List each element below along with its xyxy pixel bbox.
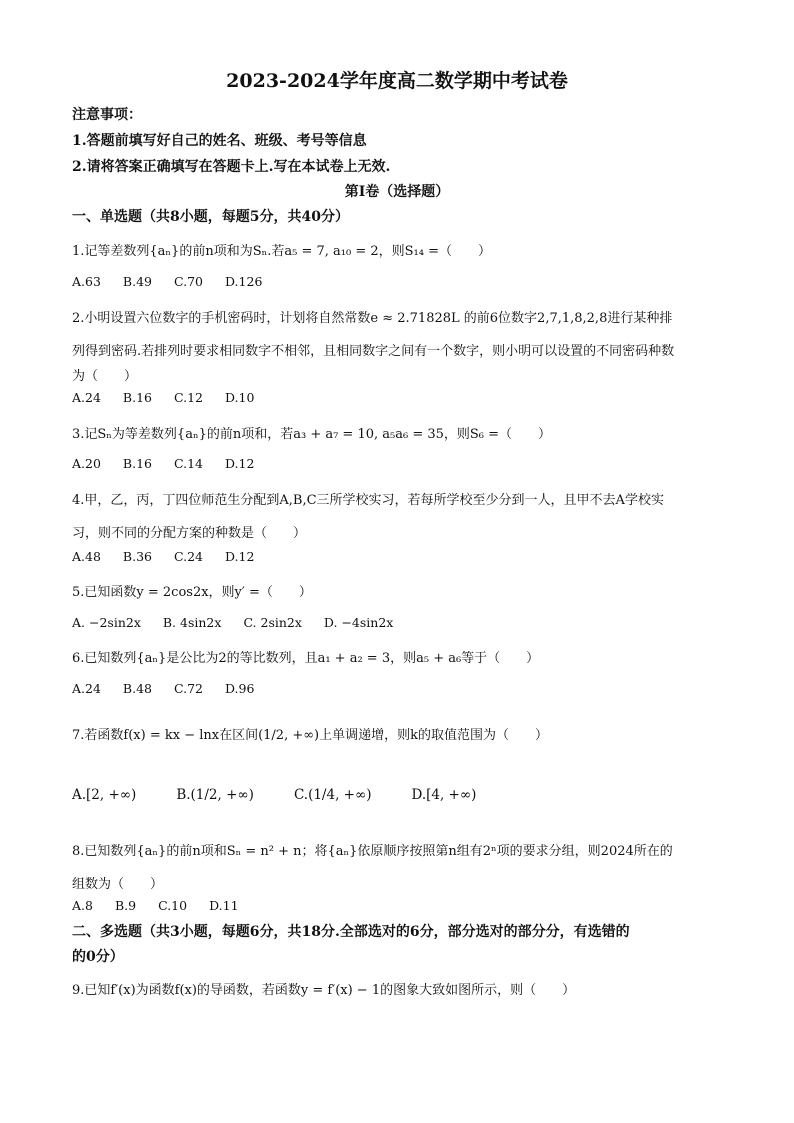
question-1: 1.记等差数列{aₙ}的前n项和为Sₙ.若a₅ = 7, a₁₀ = 2，则S₁₄ =（ ） <box>72 244 491 259</box>
option-b[interactable]: B.48 <box>122 681 152 696</box>
option-d[interactable]: D.96 <box>224 681 255 696</box>
note-item-1: 1.答题前填写好自己的姓名、班级、考号等信息 <box>72 133 367 149</box>
question-7-options <box>72 787 498 803</box>
option-b[interactable]: B.9 <box>114 898 137 913</box>
option-b[interactable]: B.16 <box>122 390 152 405</box>
exam-title: 2023-2024学年度高二数学期中考试卷 <box>226 70 568 92</box>
question-6: 6.已知数列{aₙ}是公比为2的等比数列，且a₁ + a₂ = 3，则a₅ + a₆等于（ ） <box>72 651 540 666</box>
option-d[interactable]: D. −4sin2x <box>323 615 394 630</box>
question-7: 7.若函数f(x) = kx − lnx在区间(1/2, +∞)上单调递增，则k的取值范围为（ ） <box>72 728 549 743</box>
option-d[interactable]: D.12 <box>224 549 255 564</box>
option-d[interactable]: D.10 <box>224 390 255 405</box>
question-2-line-1: 2.小明设置六位数字的手机密码时，计划将自然常数e ≈ 2.71828L 的前6位数字2,7,1,8,2,8进行某种排 <box>72 311 673 326</box>
option-a[interactable]: A.24 <box>72 390 101 405</box>
question-8-options <box>72 898 261 913</box>
question-2-line-3: 为（ ） <box>72 369 138 384</box>
option-c[interactable]: C.24 <box>173 549 203 564</box>
question-4-options <box>72 549 276 564</box>
question-9: 9.已知f′(x)为函数f(x)的导函数，若函数y = f′(x) − 1的图象大致如图所示，则（ ） <box>72 983 576 998</box>
option-c[interactable]: C.10 <box>158 898 188 913</box>
option-a[interactable]: A.48 <box>72 549 101 564</box>
section1-heading: 一、单选题（共8小题，每题5分，共40分） <box>72 209 349 225</box>
question-1-options <box>72 274 284 289</box>
question-3: 3.记Sₙ为等差数列{aₙ}的前n项和，若a₃ + a₇ = 10, a₅a₆ = 35，则S₆ =（ ） <box>72 427 552 442</box>
option-a[interactable]: A.20 <box>72 456 101 471</box>
option-d[interactable]: D.12 <box>224 456 255 471</box>
question-8-line-2: 组数为（ ） <box>72 877 164 892</box>
option-a[interactable]: A.63 <box>72 274 101 289</box>
section2-heading-line-2: 的0分） <box>72 949 124 965</box>
section2-heading-line-1: 二、多选题（共3小题，每题6分，共18分.全部选对的6分，部分选对的部分分，有选错的 <box>72 924 630 940</box>
notes-heading: 注意事项： <box>72 107 142 123</box>
option-b[interactable]: B. 4sin2x <box>162 615 222 630</box>
question-3-options <box>72 456 276 471</box>
question-5: 5.已知函数y = 2cos2x，则y′ =（ ） <box>72 585 312 600</box>
option-c[interactable]: C.12 <box>173 390 203 405</box>
option-a[interactable]: A.8 <box>72 898 93 913</box>
option-d[interactable]: D.11 <box>209 898 239 913</box>
question-8-line-1: 8.已知数列{aₙ}的前n项和Sₙ = n² + n；将{aₙ}依原顺序按照第n组有2ⁿ项的要求分组，则2024所在的 <box>72 844 673 859</box>
option-c[interactable]: C.14 <box>173 456 203 471</box>
option-b[interactable]: B.36 <box>122 549 152 564</box>
option-c[interactable]: C. 2sin2x <box>243 615 302 630</box>
question-2-options <box>72 390 276 405</box>
note-item-2: 2.请将答案正确填写在答题卡上.写在本试卷上无效. <box>72 159 391 175</box>
option-d[interactable]: D.126 <box>224 274 263 289</box>
option-b[interactable]: B.(1/2, +∞) <box>176 787 254 803</box>
option-c[interactable]: C.(1/4, +∞) <box>293 787 372 803</box>
option-c[interactable]: C.70 <box>173 274 203 289</box>
option-a[interactable]: A. −2sin2x <box>72 615 141 630</box>
question-4-line-2: 习，则不同的分配方案的种数是（ ） <box>72 526 307 541</box>
part1-title: 第I卷（选择题） <box>344 184 450 200</box>
option-a[interactable]: A.[2, +∞) <box>72 787 137 803</box>
question-2-line-2: 列得到密码.若排列时要求相同数字不相邻，且相同数字之间有一个数字，则小明可以设置的不同密码种数 <box>72 344 675 359</box>
question-5-options <box>72 615 415 630</box>
option-b[interactable]: B.16 <box>122 456 152 471</box>
option-c[interactable]: C.72 <box>173 681 203 696</box>
question-4-line-1: 4.甲，乙，丙，丁四位师范生分配到A,B,C三所学校实习，若每所学校至少分到一人，且甲不去A学校实 <box>72 493 664 508</box>
question-6-options <box>72 681 276 696</box>
option-b[interactable]: B.49 <box>122 274 152 289</box>
option-a[interactable]: A.24 <box>72 681 101 696</box>
option-d[interactable]: D.[4, +∞) <box>411 787 477 803</box>
